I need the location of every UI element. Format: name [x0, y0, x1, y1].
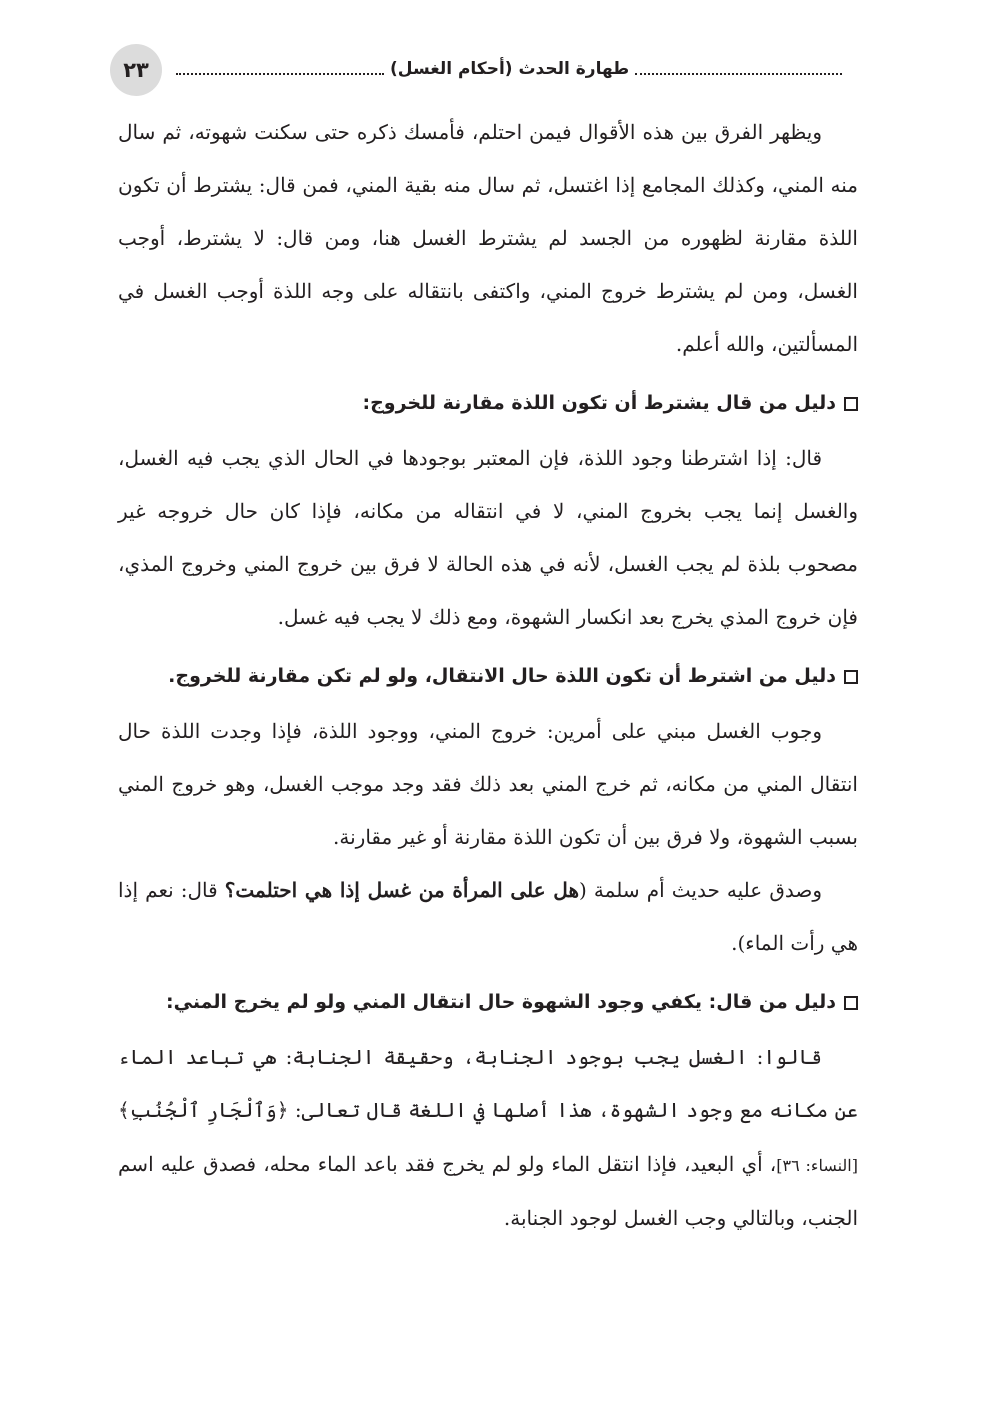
quran-verse: ﴿وَٱلْجَارِ ٱلْجُنُبِ﴾ — [118, 1098, 289, 1122]
section-heading-3 — [118, 974, 858, 1031]
paragraph-4-part-a: وصدق عليه حديث أم سلمة ( — [579, 878, 822, 902]
paragraph-3: وجوب الغسل مبني على أمرين: خروج المني، ووجود اللذة، فإذا وجدت اللذة حال انتقال المني من مكانه، ثم خرج المني بعد ذلك فقد وجد موجب الغسل، وهو خروج المني بسبب الشهوة، ولا فرق بين أن تكون اللذة مقارنة أو غير مقارنة. — [118, 719, 858, 849]
running-header — [176, 52, 842, 86]
section-heading-3-text: دليل من قال: يكفي وجود الشهوة حال انتقال المني ولو لم يخرج المني: — [166, 991, 836, 1013]
section-heading-1-text: دليل من قال يشترط أن تكون اللذة مقارنة للخروج: — [362, 392, 836, 414]
paragraph-4 — [118, 864, 858, 970]
paragraph-2: قال: إذا اشترطنا وجود اللذة، فإن المعتبر بوجودها في الحال الذي يجب فيه الغسل، والغسل إنما يجب بخروج المني، لا في انتقاله من مكانه، فإذا كان حال خروجه غير مصحوب بلذة لم يجب الغسل، لأنه في هذه الحالة لا فرق بين خروج المني وخروج المذي، فإن خروج المذي يخرج بعد انكسار الشهوة، ومع ذلك لا يجب فيه غسل. — [118, 446, 858, 629]
paragraph-4-part-b: قال: نعم إذا هي رأت الماء). — [118, 878, 858, 955]
body-text — [118, 106, 858, 1245]
running-title: طهارة الحدث (أحكام الغسل) — [390, 59, 630, 79]
paragraph-1: ويظهر الفرق بين هذه الأقوال فيمن احتلم، فأمسك ذكره حتى سكنت شهوته، ثم سال منه المني، وكذلك المجامع إذا اغتسل، ثم سال منه بقية المني، فمن قال: يشترط أن تكون اللذة مقارنة لظهوره من الجسد لم يشترط الغسل هنا، ومن قال: لا يشترط، أوجب الغسل، ومن لم يشترط خروج المني، واكتفى بانتقاله على وجه اللذة أوجب الغسل في المسألتين، والله أعلم. — [118, 120, 858, 356]
checkbox-bullet-icon — [844, 670, 858, 684]
header-dotted-leader-left — [176, 73, 384, 75]
verse-citation: [النساء: ٣٦] — [776, 1156, 858, 1175]
checkbox-bullet-icon — [844, 996, 858, 1010]
page-number: ٢٣ — [110, 44, 162, 96]
section-heading-2 — [118, 648, 858, 705]
section-heading-1 — [118, 375, 858, 432]
hadith-quote: هل على المرأة من غسل إذا هي احتلمت؟ — [224, 878, 580, 902]
paragraph-5-part-b: ، أي البعيد، فإذا انتقل الماء ولو لم يخرج فقد باعد الماء محله، فصدق عليه اسم الجنب، وبالتالي وجب الغسل لوجود الجنابة. — [118, 1152, 858, 1230]
header-dotted-leader-right — [635, 73, 842, 75]
paragraph-5-part-a: قالوا: الغسل يجب بوجود الجنابة، وحقيقة الجنابة: هي تباعد الماء عن مكانه مع وجود الشهوة، هذا أصلها في اللغة قال تعالى: — [118, 1045, 859, 1122]
paragraph-5 — [118, 1031, 858, 1245]
section-heading-2-text: دليل من اشترط أن تكون اللذة حال الانتقال، ولو لم تكن مقارنة للخروج. — [168, 665, 836, 687]
checkbox-bullet-icon — [844, 397, 858, 411]
